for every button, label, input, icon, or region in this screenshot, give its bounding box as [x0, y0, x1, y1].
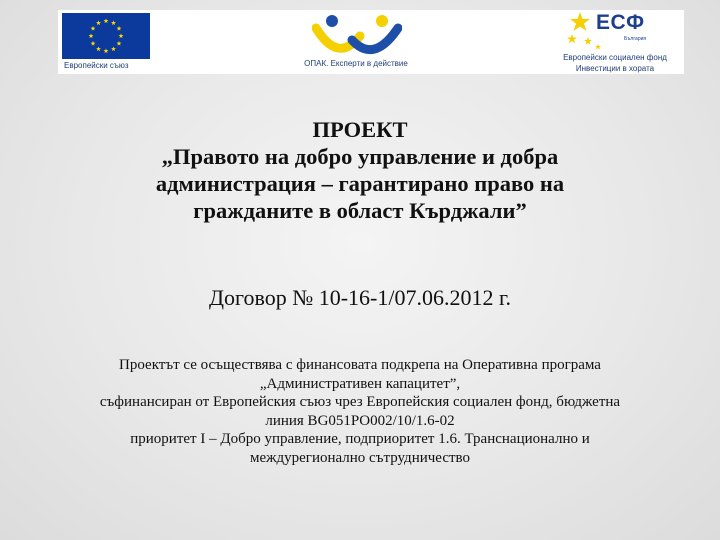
eu-star	[96, 46, 101, 51]
eu-logo	[62, 13, 150, 71]
esf-caption-line: Европейски социален фонд	[563, 53, 667, 62]
eu-star	[111, 20, 116, 25]
esf-country: България	[624, 36, 647, 42]
esf-caption-line: Инвестиции в хората	[575, 64, 655, 73]
description-line: междурегионално сътрудничество	[249, 449, 471, 466]
project-name-line: администрация – гарантирано право на	[155, 171, 565, 196]
opak-label: ОПАК. Експерти в действие	[304, 59, 408, 68]
description-line: съфинансиран от Европейския съюз чрез Европейския социален фонд, бюджетна	[99, 394, 621, 410]
project-name-line: гражданите в област Кърджали”	[193, 198, 527, 223]
description-line: приоритет I – Добро управление, подприоритет 1.6. Транснационално и	[130, 431, 590, 447]
opak-logo	[286, 12, 426, 74]
eu-star	[117, 26, 122, 31]
eu-star	[117, 41, 122, 46]
project-title	[40, 116, 680, 224]
eu-star	[89, 33, 94, 38]
esf-caption	[546, 52, 684, 74]
esf-logo	[546, 10, 684, 74]
eu-stars-icon	[62, 13, 150, 59]
eu-star	[104, 48, 109, 53]
description-line: „Административен капацитет”,	[259, 375, 461, 392]
eu-label: Европейски съюз	[64, 61, 129, 70]
opak-mark-icon	[312, 12, 402, 58]
project-label: ПРОЕКТ	[312, 117, 408, 142]
eu-flag-icon	[62, 13, 150, 59]
description-line: линия BG051PO002/10/1.6-02	[265, 412, 455, 429]
description-line: Проектът се осъществява с финансовата подкрепа на Оперативна програма	[119, 357, 601, 373]
logo-bar	[58, 10, 684, 74]
eu-star	[119, 33, 124, 38]
eu-star	[104, 18, 109, 23]
eu-star	[91, 26, 96, 31]
project-name-line: „Правото на добро управление и добра	[161, 144, 559, 169]
eu-star	[111, 46, 116, 51]
contract-number: Договор № 10-16-1/07.06.2012 г.	[208, 285, 512, 310]
esf-title: ЕСФ	[596, 11, 645, 34]
project-description	[30, 356, 690, 467]
eu-star	[96, 20, 101, 25]
eu-star	[91, 41, 96, 46]
